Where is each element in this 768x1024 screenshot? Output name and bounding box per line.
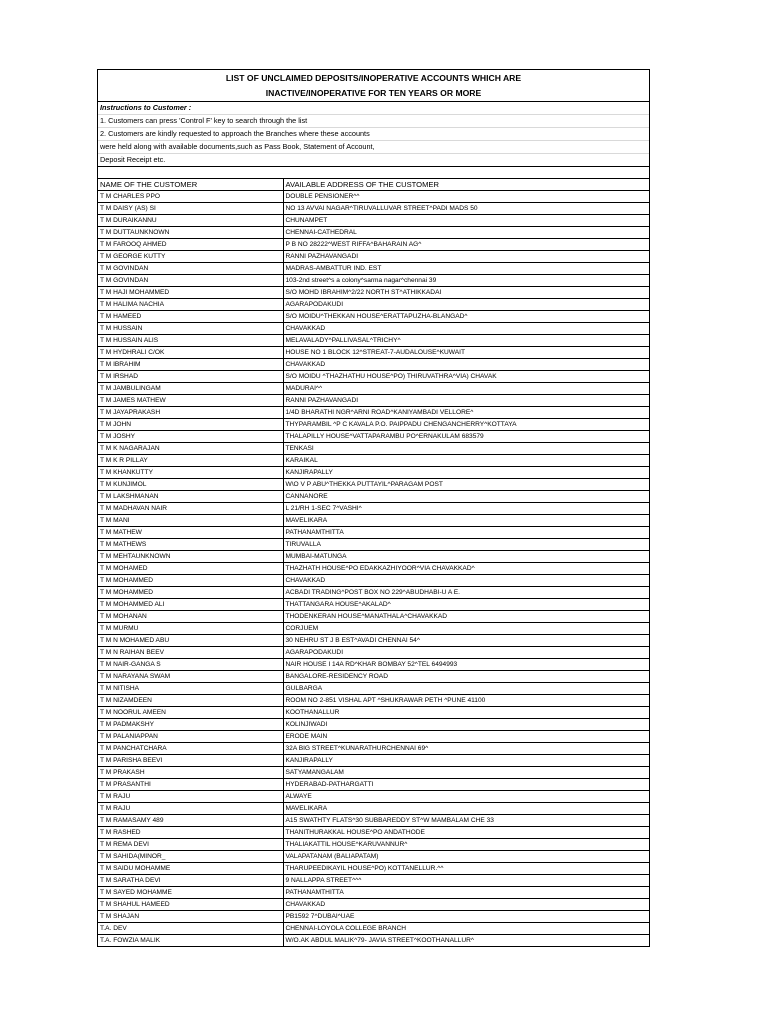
customer-address-cell: THALIAKATTIL HOUSE^KARUVANNUR^ [283,839,649,851]
table-row [98,527,649,539]
customer-address-cell: ACBADI TRADING^POST BOX NO 229^ABUDHABI-U A E. [283,587,649,599]
customer-name-cell: T M DUTTAUNKNOWN [98,227,283,239]
customer-address-cell: HOUSE NO 1 BLOCK 12^STREAT-7-AUDALOUSE^KUWAIT [283,347,649,359]
customer-address-cell: ALWAYE [283,791,649,803]
table-row [98,779,649,791]
customer-name-cell: T M JOSHY [98,431,283,443]
customer-address-cell: TENKASI [283,443,649,455]
customer-name-cell: T M CHARLES PPO [98,191,283,203]
customer-name-cell: T M MANI [98,515,283,527]
customer-name-cell: T M N MOHAMED ABU [98,635,283,647]
customer-name-cell: T M FAROOQ AHMED [98,239,283,251]
customer-name-cell: T M PRASANTHI [98,779,283,791]
customer-address-cell: 32A BIG STREET^KUNARATHURCHENNAI 69^ [283,743,649,755]
table-row [98,191,649,203]
table-row [98,671,649,683]
customer-name-cell: T M MEHTAUNKNOWN [98,551,283,563]
customer-address-cell: PB1592 7^DUBAI^UAE [283,911,649,923]
customer-address-cell: THANITHURAKKAL HOUSE^PO ANDATHODE [283,827,649,839]
table-row [98,755,649,767]
customer-address-cell: THYPARAMBIL ^P C KAVALA P.O. PAIPPADU CHENGANCHERRY^KOTTAYA [283,419,649,431]
customer-address-cell: CANNANORE [283,491,649,503]
table-row [98,371,649,383]
customer-address-cell: AGARAPODAKUDI [283,299,649,311]
instructions-heading: Instructions to Customer : [98,102,649,115]
customer-address-cell: W\O V P ABU^THEKKA PUTTAYIL^PARAGAM POST [283,479,649,491]
instructions-block [98,102,649,167]
customer-name-cell: T M SAYED MOHAMME [98,887,283,899]
table-row [98,251,649,263]
customer-name-cell: T M JAMES MATHEW [98,395,283,407]
table-header-row [98,179,649,191]
table-row [98,263,649,275]
customer-name-cell: T M NIZAMDEEN [98,695,283,707]
customer-address-cell: THODENKERAN HOUSE^MANATHALA^CHAVAKKAD [283,611,649,623]
customer-address-cell: 103-2nd street^s a colony^sarma nagar^chennai 39 [283,275,649,287]
table-row [98,419,649,431]
table-row [98,335,649,347]
table-row [98,323,649,335]
customer-address-cell: 1/4D BHARATHI NGR^ARNI ROAD^KANIYAMBADI VELLORE^ [283,407,649,419]
customer-address-cell: RANNI PAZHAVANGADI [283,251,649,263]
table-row [98,311,649,323]
unclaimed-deposits-sheet [97,69,650,947]
customer-name-cell: T M MOHAMED [98,563,283,575]
table-row [98,863,649,875]
table-row [98,575,649,587]
table-row [98,359,649,371]
table-row [98,563,649,575]
customer-address-cell: 9 NALLAPPA STREET^^^ [283,875,649,887]
customer-address-cell: KANJIRAPALLY [283,467,649,479]
customer-address-cell: CHENNAI-LOYOLA COLLEGE BRANCH [283,923,649,935]
customer-address-cell: CHENNAI-CATHEDRAL [283,227,649,239]
table-row [98,875,649,887]
customer-address-cell: DOUBLE PENSIONER^^ [283,191,649,203]
table-row [98,431,649,443]
customer-address-cell: THAZHATH HOUSE^PO EDAKKAZHIYOOR^VIA CHAVAKKAD^ [283,563,649,575]
customer-address-cell: BANGALORE-RESIDENCY ROAD [283,671,649,683]
customer-name-cell: T M PADMAKSHY [98,719,283,731]
customer-name-cell: T M MOHANAN [98,611,283,623]
customer-name-cell: T M K R PILLAY [98,455,283,467]
customer-address-cell: KOLINJIWADI [283,719,649,731]
document-title [98,70,649,102]
table-row [98,743,649,755]
customer-name-cell: T M K NAGARAJAN [98,443,283,455]
customer-address-cell: AGARAPODAKUDI [283,647,649,659]
table-row [98,731,649,743]
customer-name-cell: T M DURAIKANNU [98,215,283,227]
customer-address-cell: KANJIRAPALLY [283,755,649,767]
customer-address-cell: ROOM NO 2-851 VISHAL APT ^SHUKRAWAR PETH ^PUNE 41100 [283,695,649,707]
customer-name-cell: T.A. FOWZIA MALIK [98,935,283,947]
customer-address-cell: MELAVALADY^PALLIVASAL^TRICHY^ [283,335,649,347]
table-row [98,683,649,695]
customer-address-cell: CHAVAKKAD [283,359,649,371]
customer-address-cell: MAVELIKARA [283,803,649,815]
customer-address-cell: MADURAI^^ [283,383,649,395]
customer-address-cell: MADRAS-AMBATTUR IND. EST [283,263,649,275]
customer-address-cell: 30 NEHRU ST J B EST^AVADI CHENNAI 54^ [283,635,649,647]
customer-name-cell: T M SHAHUL HAMEED [98,899,283,911]
customer-name-cell: T M SARATHA DEVI [98,875,283,887]
customer-address-cell: S/O MOIDU^THEKKAN HOUSE^ERATTAPUZHA-BLANGAD^ [283,311,649,323]
customer-name-cell: T M SAIDU MOHAMME [98,863,283,875]
table-row [98,839,649,851]
table-row [98,587,649,599]
table-row [98,395,649,407]
customer-name-cell: T M HUSSAIN [98,323,283,335]
customer-address-cell: CHAVAKKAD [283,575,649,587]
instruction-2b: were held along with available documents,such as Pass Book, Statement of Account, [98,141,649,154]
table-row [98,443,649,455]
customer-address-cell: GULBARGA [283,683,649,695]
customer-address-cell: KARAIKAL [283,455,649,467]
customer-address-cell: W/O.AK ABDUL MALIK^79- JAVIA STREET^KOOTHANALLUR^ [285,937,474,945]
table-row [98,515,649,527]
customer-name-cell: T M MATHEWS [98,539,283,551]
customer-name-cell: T M KUNJIMOL [98,479,283,491]
table-row [98,695,649,707]
table-row [98,827,649,839]
customer-name-cell: T M JAMBULINGAM [98,383,283,395]
customer-name-cell: T M N RAIHAN BEEV [98,647,283,659]
customer-address-cell: P B NO 28222^WEST RIFFA^BAHARAIN AG^ [283,239,649,251]
customer-address-cell: NO 13 AVVAI NAGAR^TIRUVALLUVAR STREET^PADI MADS 50 [283,203,649,215]
table-row [98,803,649,815]
customer-address-cell: HYDERABAD-PATHARGATTI [283,779,649,791]
table-row [98,299,649,311]
spacer-row [98,167,649,179]
customer-address-cell: MAVELIKARA [283,515,649,527]
customer-address-cell: ERODE MAIN [283,731,649,743]
customer-name-cell: T M NAIR-GANGA S [98,659,283,671]
table-row [98,851,649,863]
customer-name-cell: T M GEORGE KUTTY [98,251,283,263]
table-row [98,791,649,803]
instruction-2c: Deposit Receipt etc. [98,154,649,167]
customer-name-cell: T M MOHAMMED ALI [98,599,283,611]
customer-address-cell: CORJUEM [283,623,649,635]
instruction-1: 1. Customers can press 'Control F' key to search through the list [98,115,649,128]
customer-name-cell: T M HUSSAIN ALIS [98,335,283,347]
table-row [98,215,649,227]
accounts-table [98,179,649,947]
customer-address-cell: MUMBAI-MATUNGA [283,551,649,563]
table-row [98,647,649,659]
customer-address-cell: CHAVAKKAD [283,323,649,335]
customer-address-cell: RANNI PAZHAVANGADI [283,395,649,407]
customer-name-cell: T M IBRAHIM [98,359,283,371]
customer-name-cell: T M MOHAMMED [98,587,283,599]
customer-name-cell: T M PRAKASH [98,767,283,779]
customer-name-cell: T M HAJI MOHAMMED [98,287,283,299]
column-header-name: NAME OF THE CUSTOMER [98,179,283,191]
customer-name-cell: T M IRSHAD [98,371,283,383]
table-row [98,407,649,419]
customer-name-cell: T M GOVINDAN [98,275,283,287]
table-row [98,467,649,479]
customer-name-cell: T M LAKSHMANAN [98,491,283,503]
table-row [98,899,649,911]
customer-name-cell: T.A. DEV [98,923,283,935]
table-row [98,911,649,923]
customer-address-cell: SATYAMANGALAM [283,767,649,779]
customer-address-cell: PATHANAMTHITTA [283,527,649,539]
table-row [98,815,649,827]
customer-name-cell: T M PARISHA BEEVI [98,755,283,767]
table-row [98,347,649,359]
table-row [98,935,649,947]
customer-address-cell: THARUPEEDIKAYIL HOUSE^PO) KOTTANELLUR.^^ [283,863,649,875]
customer-address-cell: NAIR HOUSE I 14A RD^KHAR BOMBAY 52^TEL 6494993 [283,659,649,671]
table-row [98,551,649,563]
customer-name-cell: T M RAMASAMY 489 [98,815,283,827]
customer-name-cell: T M SHAJAN [98,911,283,923]
table-row [98,635,649,647]
table-row [98,503,649,515]
customer-address-cell: THATTANGARA HOUSE^AKALAD^ [283,599,649,611]
table-row [98,227,649,239]
table-row [98,707,649,719]
title-line-2: INACTIVE/INOPERATIVE FOR TEN YEARS OR MORE [265,88,482,98]
customer-name-cell: T M PALANIAPPAN [98,731,283,743]
customer-address-cell: TIRUVALLA [283,539,649,551]
customer-name-cell: T M HYDHRALI C/OK [98,347,283,359]
customer-name-cell: T M REMA DEVI [98,839,283,851]
customer-name-cell: T M NARAYANA SWAM [98,671,283,683]
table-row [98,203,649,215]
customer-name-cell: T M MADHAVAN NAIR [98,503,283,515]
customer-address-cell: PATHANAMTHITTA [283,887,649,899]
customer-address-cell: CHUNAMPET [283,215,649,227]
customer-name-cell: T M NOORUL AMEEN [98,707,283,719]
customer-address-cell: VALAPATANAM (BALIAPATAM) [283,851,649,863]
table-row [98,623,649,635]
table-row [98,659,649,671]
instruction-2a: 2. Customers are kindly requested to approach the Branches where these accounts [98,128,649,141]
customer-address-cell: A15 SWATHTY FLATS^30 SUBBAREDDY ST^W MAMBALAM CHE 33 [283,815,649,827]
table-row [98,455,649,467]
customer-address-cell: S/O MOHD IBRAHIM^2/22 NORTH ST^ATHIKKADAI [283,287,649,299]
customer-address-cell: THALAPILLY HOUSE^VATTAPARAMBU PO^ERNAKULAM 683579 [283,431,649,443]
table-row [98,887,649,899]
table-row [98,539,649,551]
customer-name-cell: T M HALIMA NACHIA [98,299,283,311]
customer-name-cell: T M JAYAPRAKASH [98,407,283,419]
customer-name-cell: T M RASHED [98,827,283,839]
customer-name-cell: T M KHANKUTTY [98,467,283,479]
table-row [98,923,649,935]
table-row [98,239,649,251]
table-row [98,719,649,731]
customer-name-cell: T M DAISY (AS) SI [98,203,283,215]
customer-name-cell: T M MOHAMMED [98,575,283,587]
table-row [98,287,649,299]
customer-address-cell: CHAVAKKAD [283,899,649,911]
table-row [98,383,649,395]
table-row [98,275,649,287]
column-header-address: AVAILABLE ADDRESS OF THE CUSTOMER [283,179,649,191]
customer-name-cell: T M HAMEED [98,311,283,323]
table-row [98,599,649,611]
customer-name-cell: T M NITISHA [98,683,283,695]
customer-name-cell: T M JOHN [98,419,283,431]
customer-name-cell: T M SAHIDA(MINOR_ [98,851,283,863]
table-row [98,479,649,491]
table-row [98,491,649,503]
table-row [98,767,649,779]
title-line-1: LIST OF UNCLAIMED DEPOSITS/INOPERATIVE ACCOUNTS WHICH ARE [225,73,522,83]
customer-name-cell: T M MATHEW [98,527,283,539]
customer-name-cell: T M RAJU [98,791,283,803]
customer-address-cell: KOOTHANALLUR [283,707,649,719]
customer-name-cell: T M RAJU [98,803,283,815]
customer-name-cell: T M MURMU [98,623,283,635]
customer-name-cell: T M GOVINDAN [98,263,283,275]
customer-address-cell: S/O MOIDU ^THAZHATHU HOUSE^PO) THIRUVATHRA^VIA) CHAVAK [283,371,649,383]
customer-address-cell: L 21/RH 1-SEC 7^VASHI^ [283,503,649,515]
customer-name-cell: T M PANCHATCHARA [98,743,283,755]
table-row [98,611,649,623]
